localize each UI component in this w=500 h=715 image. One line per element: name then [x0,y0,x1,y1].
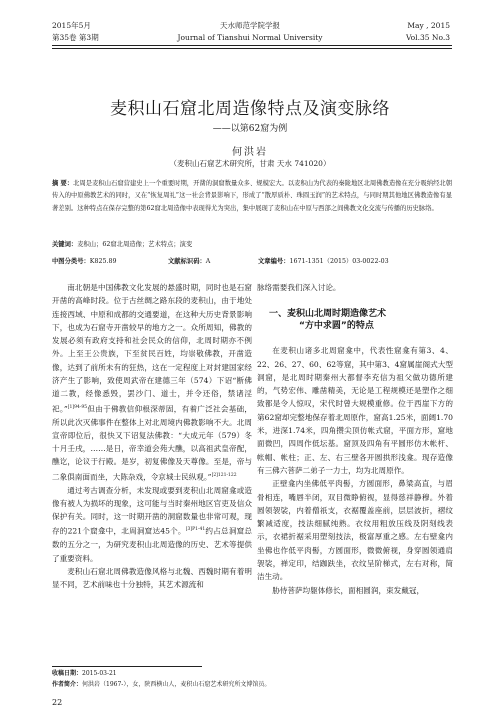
section-heading-sub: “方中求圆”的特点 [299,321,374,332]
footnote-rule [52,666,202,667]
abstract [52,178,452,215]
keywords [52,240,452,249]
header-volume: 第35卷 第3期 [52,33,99,42]
header-date-en: May , 2015 [407,21,450,30]
received-date: 收稿日期：2015-03-21 [52,670,117,677]
clc-number: 中图分类号：K825.89 [52,258,117,265]
paragraph: 在麦积山诸多北周窟龛中，代表性窟龛有第3、4、22、26、27、60、62等窟，其中第3、4窟属崖阁式大型洞窟，是北周时期秦州大都督李充信为祖父做功德所建的，气势宏伟、雕凿精美，无论是工程规模还是塑作之细致都是令人惊叹，宋代时曾大规模重修。位于西崖下方的第62窟却完整地保存着北周原作，窟高1.25米，面阔1.70米，进深1.74米，四角攒尖顶仿帐式窟，平面方形，窟地面微凹，四周作低坛基。窟顶及四角有平圆形仿木帐杆、帐帽、帐柱；正、左、右三壁各开圆拱形浅龛。现存造像有三佛六菩萨二弟子一力士，均为北周原作。 [257,346,453,475]
keywords-label: 关键词： [52,241,78,248]
citation: [1]94-95 [67,404,88,410]
journal-name: 天水师范学院学报 [220,21,280,30]
paragraph: 南北朝是中国佛教文化发展的悬盛时期，同时也是石窟开凿的高峰时段。位于古丝绸之路东段的麦积山，由于地处连接西域、中原和成都的交通要道，在这种大历史背景影响下，也成为石窟寺开凿较早的地方之一。众所周知，佛教的发展必须有政府支持和社会民众的信仰，北周时期亦不例外。上至王公贵族，下至贫民百姓，均崇敬佛教，开凿造像，达到了前所未有的狂热，这在一定程度上对封建国家经济产生了影响，致使周武帝在建德三年（574）下诏“断佛道二教，经像悉毁，罢沙门、道士，并令还俗，禁诸淫祀。”$^{[1]94-95}$但由于佛教信仰根深蒂固，有着广泛社会基础，所以此次灭佛事件在整体上对北周境内佛教影响不大。北周宣帝即位后，很快又下诏复法佛教：“大成元年（579）冬十月壬戌，……是日，帝幸道会苑大醮，以高祖武皇帝配，醮讫，论议于行殿。是岁，初复佛像及天尊像。至是，帝与二象俱南面而坐，大陈杂戏，令京城士民纵观。”$^{[2]121-122}$ [52,283,253,482]
section-heading: 一、麦积山北周时期造像艺术 [269,309,387,320]
citation: [3]P1-41 [185,527,206,533]
author-bio: 作者简介：何洪岩（1967-），女，陕西横山人，麦积山石窟艺术研究所文博馆员。 [52,681,271,688]
right-column [257,281,453,597]
paragraph: 麦积山石窟北周佛教造像风格与北魏、西魏时期有着明显不同，艺术前味也十分独特，其艺术源流和 [52,566,252,590]
citation: [2]121-122 [211,472,237,478]
page-number: 22 [52,698,63,707]
document-code: 文献标识码：A [168,258,211,265]
header-volume-en: Vol.35 No.3 [405,33,450,42]
keywords-text: 麦积山；62窟北周造像；艺术特点；演变 [77,241,193,248]
article-subtitle: ——以第62窟为例 [212,124,288,134]
header-rule-thin [52,48,452,49]
paragraph: 正壁龛内坐佛低平肉髻，方圆面形，鼻梁高直，与眉骨相连，嘴唇半闭，双目微睁俯视，显得慈祥静穆。外着圆领袈裟，内着僧祇支，衣裾覆盖座前，层层波折，褶纹繁减适度，技法细腻纯熟。衣纹用粗放压线及阴刻线表示，衣裙折裾采用塑刻技法，极富厚重之感。左右壁龛内坐佛也作低平肉髻，方圆面形，微微俯视，身穿圆领通肩袈裟，禅定印，结跏趺坐，衣纹呈阶梯式，左右对称，简洁生动。 [257,479,453,582]
paragraph: 通过考古调查分析，未发现或要到麦积山北周窟龛或造像有被人为损坏的现象，这可能与当时秦州地区官吏及信众保护有关。同时，这一时期开凿的洞窟数量也非常可观，现存的221个窟龛中，北周洞窟达45个。$^{[3]P1-41}$约占总洞窟总数的五分之一，为研究麦积山北周造像的历史、艺术等提供了重要资料。 [52,485,253,563]
header-rule [52,45,452,46]
journal-name-en: Journal of Tianshui Normal University [177,33,323,42]
left-column [52,281,252,591]
header-date: 2015年5月 [52,21,91,30]
paragraph: 胁侍菩萨均躯体修长，面相圆润，束发戴冠， [272,585,425,595]
article-title: 麦积山石窟北周造像特点及演变脉络 [110,99,390,119]
abstract-text: 北周是麦积山石窟营建史上一个重要时期，开凿的洞窟数量众多、规模宏大。以麦积山为代表的秦陇地区北周佛教造像在充分吸纳经北朝传入的中原佛教艺术的同时，又在“恢复周礼”这一社会背景影响下，形成了“散厚质朴、珠圆玉润”的艺术特点，与同时期其他地区佛教造像有显著差别。这种特点在保存完整的第62窟北周造像中表现得尤为突出，集中展现了麦积山在中原与西部之间佛教文化交流与传播的历史脉络。 [52,180,452,212]
author-name: 何洪岩 [232,147,268,158]
author-affiliation: （麦积山石窟艺术研究所，甘肃 天水 741020） [169,159,331,168]
paragraph: 脉络需要我们深入讨论。 [257,283,341,292]
article-number: 文章编号：1671-1351（2015）03-0022-03 [258,258,389,265]
abstract-label: 摘 要： [52,180,74,187]
